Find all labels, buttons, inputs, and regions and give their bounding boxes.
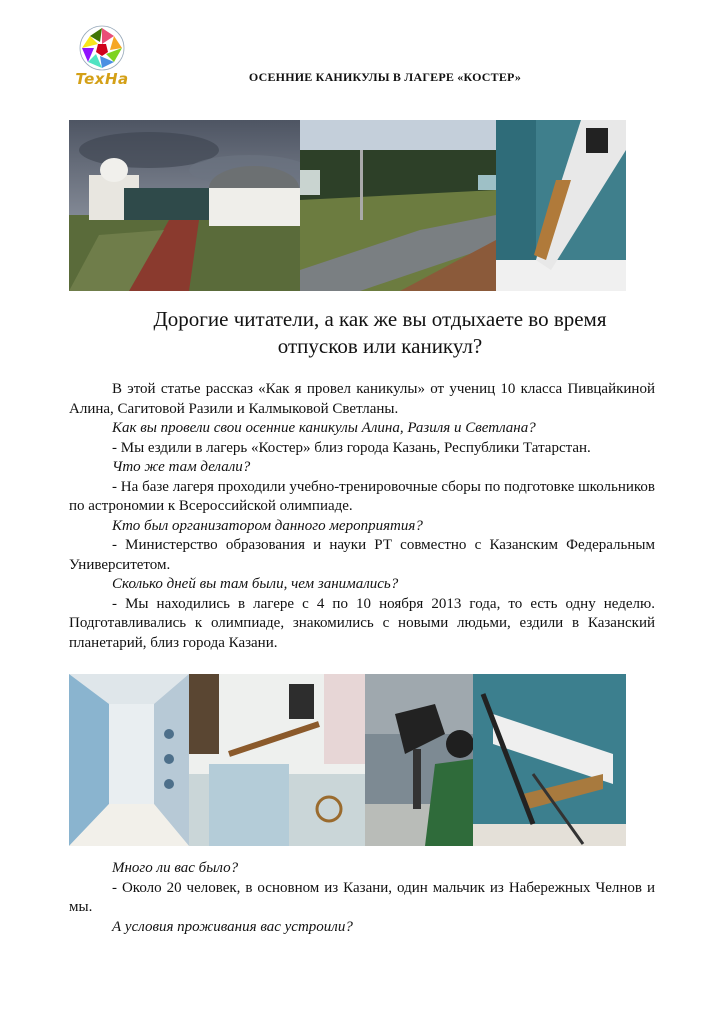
headline-line-1: Дорогие читатели, а как же вы отдыхаете во время: [153, 307, 607, 331]
question-4: Сколько дней вы там были, чем занимались?: [112, 576, 399, 592]
article-body: [69, 380, 655, 653]
photo-planetarium-hall: [69, 674, 189, 846]
photo-museum: [189, 674, 365, 846]
photo-telescope: [496, 120, 626, 291]
question-5: Много ли вас было?: [112, 860, 239, 876]
question-6: А условия проживания вас устроили?: [112, 918, 353, 935]
article-intro: В этой статье рассказ «Как я провел каникулы» от учениц 10 класса Пивцайкиной Алина, Сагитовой Разили и Калмыковой Светланы.: [69, 381, 655, 417]
page-title: ОСЕННИЕ КАНИКУЛЫ В ЛАГЕРЕ «КОСТЕР»: [248, 70, 522, 84]
answer-1: - Мы ездили в лагерь «Костер» близ города Казань, Республики Татарстан.: [112, 439, 591, 456]
photo-observatory: [69, 120, 300, 291]
answer-2: - На базе лагеря проходили учебно-тренировочные сборы по подготовке школьников по астрономии к Всероссийской олимпиаде.: [69, 478, 655, 514]
question-2: Что же там делали?: [112, 459, 251, 475]
photo-student-telescope: [365, 674, 473, 846]
headline: [100, 306, 660, 360]
headline-line-2: отпусков или каникул?: [277, 334, 483, 358]
photo-camp: [300, 120, 496, 291]
question-1: Как вы провели свои осенние каникулы Алина, Разиля и Светлана?: [112, 420, 536, 436]
answer-4: - Мы находились в лагере с 4 по 10 ноября 2013 года, то есть одну неделю. Подготавливались к олимпиаде, знакомились с новыми людьми, ездили в Казанский планетарий, близ города Казани.: [69, 595, 655, 651]
logo-text: TexHa: [75, 70, 129, 88]
question-3: Кто был организатором данного мероприятия?: [112, 517, 423, 534]
answer-5: - Около 20 человек, в основном из Казани, один мальчик из Набережных Челнов и мы.: [69, 879, 655, 915]
photo-dome-telescope: [473, 674, 626, 846]
article-body-continued: [69, 859, 655, 937]
answer-3: - Министерство образования и науки РТ совместно с Казанским Федеральным Университетом.: [69, 537, 655, 573]
